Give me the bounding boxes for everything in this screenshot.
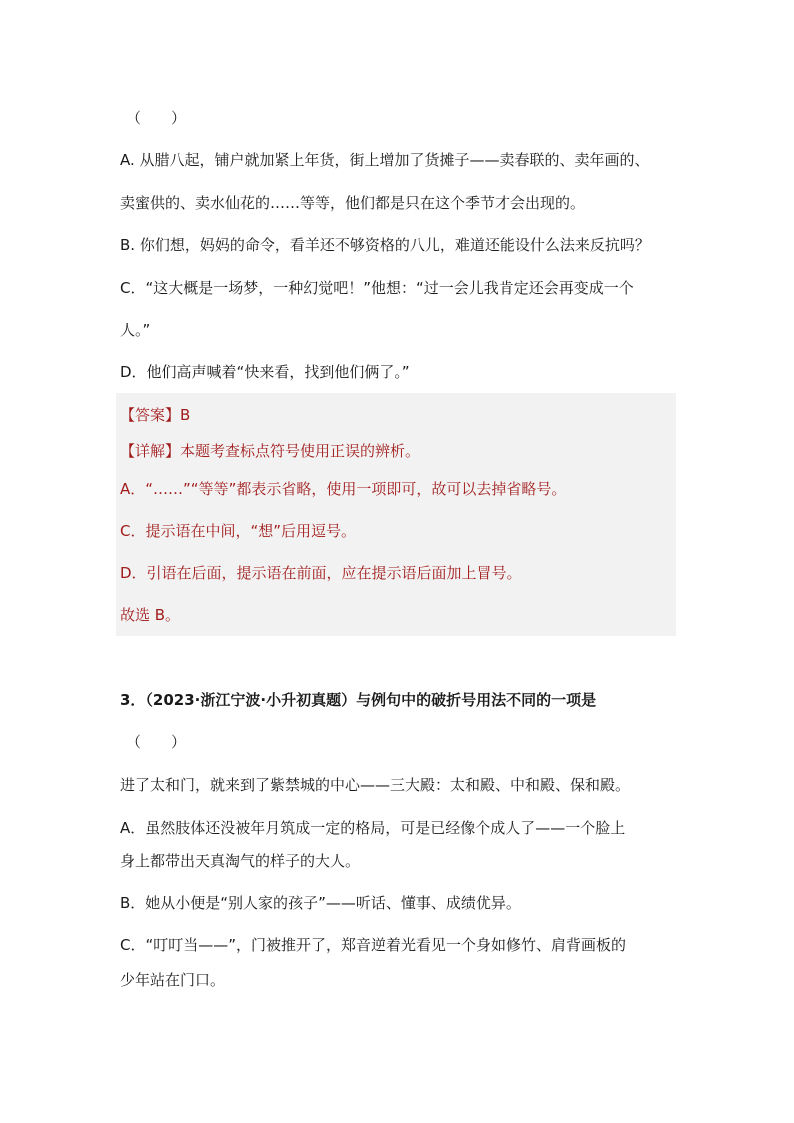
detail-option-c: C．提示语在中间，“想”后用逗号。: [120, 522, 357, 540]
detail-tag: 【详解】: [120, 442, 181, 460]
q3-option-c-line1: C．“叮叮当——”，门被推开了，郑音逆着光看见一个身如修竹、肩背画板的: [120, 936, 627, 954]
detail-row: [120, 441, 672, 461]
q3-option-a-line2: 身上都带出天真淘气的样子的大人。: [120, 852, 361, 870]
answer-row: [120, 405, 672, 425]
q2-option-c-line2: 人。”: [120, 321, 151, 339]
detail-option-d: D．引语在后面，提示语在前面，应在提示语后面加上冒号。: [120, 564, 522, 582]
q2-answer-paren: （ ）: [126, 109, 187, 127]
q3-title: 3．（2023·浙江宁波·小升初真题）与例句中的破折号用法不同的一项是: [120, 691, 597, 709]
answer-value: B: [180, 406, 191, 424]
detail-text: 本题考查标点符号使用正误的辨析。: [180, 442, 421, 460]
detail-option-a: A．“……”“等等”都表示省略，使用一项即可，故可以去掉省略号。: [120, 480, 567, 498]
q2-option-a-line2: 卖蜜供的、卖水仙花的……等等，他们都是只在这个季节才会出现的。: [120, 194, 586, 212]
q3-option-b: B．她从小便是“别人家的孩子”——听话、懂事、成绩优异。: [120, 894, 521, 912]
conclusion: 故选 B。: [120, 606, 181, 624]
answer-tag: 【答案】: [120, 406, 181, 424]
q3-option-c-line2: 少年站在门口。: [120, 971, 226, 989]
q2-option-a-line1: A. 从腊八起，铺户就加紧上年货，街上增加了货摊子——卖春联的、卖年画的、: [120, 151, 650, 169]
q2-option-c-line1: C．“这大概是一场梦，一种幻觉吧！”他想：“过一会儿我肯定还会再变成一个: [120, 279, 634, 297]
q3-example-sentence: 进了太和门，就来到了紫禁城的中心——三大殿：太和殿、中和殿、保和殿。: [120, 776, 631, 794]
q3-option-a-line1: A．虽然肢体还没被年月筑成一定的格局，可是已经像个成人了——一个脸上: [120, 819, 626, 837]
q2-option-d: D．他们高声喊着“快来看，找到他们俩了。”: [120, 363, 410, 381]
q2-option-b: B. 你们想，妈妈的命令，看羊还不够资格的八儿，难道还能设什么法来反抗吗？: [120, 236, 650, 254]
answer-explanation-box: [116, 393, 676, 636]
q3-answer-paren: （ ）: [126, 733, 187, 751]
